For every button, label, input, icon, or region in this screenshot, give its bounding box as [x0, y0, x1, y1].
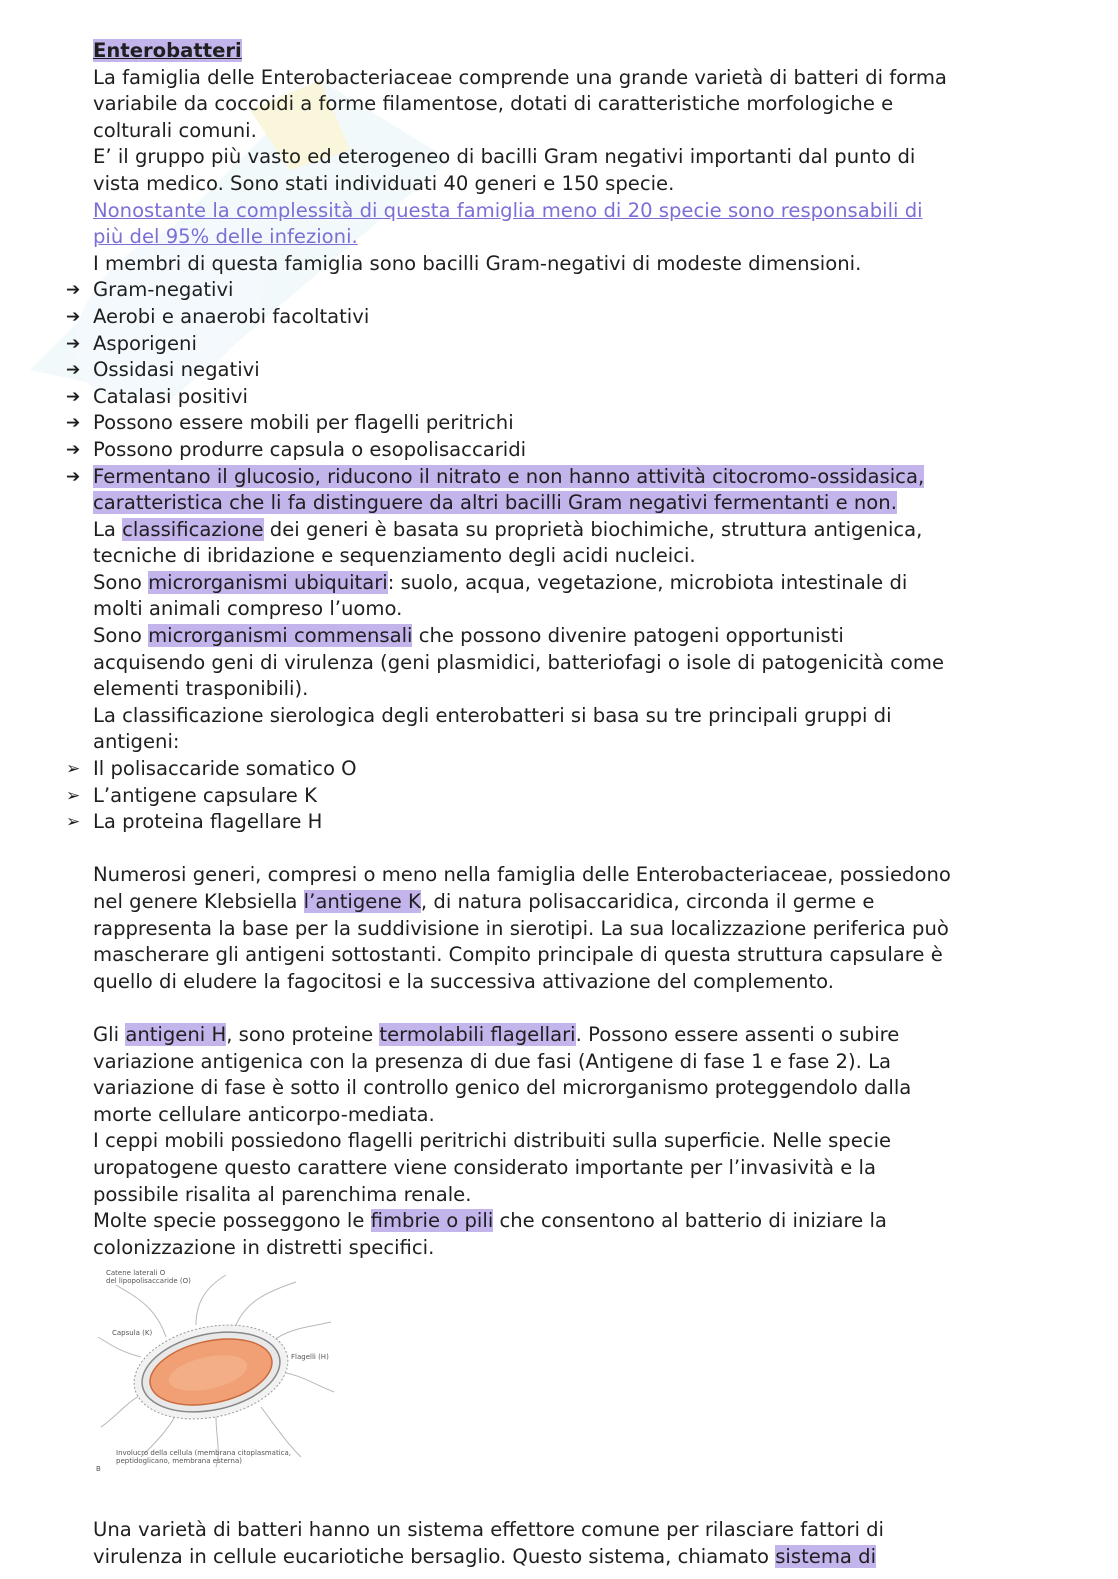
- arrow-bullet-icon: ➔: [66, 280, 81, 301]
- paragraph-line: La classificazione dei generi è basata su proprietà biochimiche, struttura antigenica,: [93, 517, 923, 541]
- list-item: ➢ La proteina flagellare H: [0, 809, 1118, 836]
- list-item: ➔ Possono produrre capsula o esopolisaccaridi: [0, 437, 1118, 464]
- highlight-link-line[interactable]: più del 95% delle infezioni.: [93, 225, 358, 249]
- paragraph-line: possibile risalita al parenchima renale.: [93, 1182, 472, 1206]
- bacterium-figure: [96, 1267, 336, 1477]
- paragraph-line: quello di eludere la fagocitosi e la successiva attivazione del complemento.: [93, 969, 834, 993]
- paragraph-line: Molte specie posseggono le fimbrie o pili che consentono al batterio di iniziare la: [93, 1209, 887, 1233]
- paragraph-line: tecniche di ibridazione e sequenziamento degli acidi nucleici.: [93, 544, 696, 568]
- paragraph-line: acquisendo geni di virulenza (geni plasmidici, batteriofagi o isole di patogenicità come: [93, 650, 945, 674]
- highlighted-text: sistema di: [775, 1544, 877, 1568]
- figure-label-o: Catene laterali O del lipopolisaccaride (O): [106, 1269, 191, 1286]
- paragraph-line: colonizzazione in distretti specifici.: [93, 1235, 435, 1259]
- arrow-bullet-icon: ➔: [66, 306, 81, 327]
- triangle-bullet-icon: ➢: [66, 759, 81, 780]
- paragraph-line: variabile da coccoidi a forme filamentose, dotati di caratteristiche morfologiche e: [93, 92, 894, 116]
- page-title: Enterobatteri: [93, 39, 242, 62]
- paragraph-line: vista medico. Sono stati individuati 40 generi e 150 specie.: [93, 171, 675, 195]
- arrow-bullet-icon: ➔: [66, 333, 81, 354]
- paragraph-line: La famiglia delle Enterobacteriaceae comprende una grande varietà di batteri di forma: [93, 65, 947, 89]
- paragraph-line: morte cellulare anticorpo-mediata.: [93, 1102, 435, 1126]
- figure-label-b: B: [96, 1465, 101, 1474]
- paragraph-line: variazione di fase è sotto il controllo genico del microrganismo proteggendolo dalla: [93, 1076, 912, 1100]
- figure-label-capsula: Capsula (K): [112, 1329, 153, 1338]
- document-page: [0, 38, 1118, 1571]
- paragraph-line: antigeni:: [93, 730, 180, 754]
- highlighted-text: Fermentano il glucosio, riducono il nitrato e non hanno attività citocromo-ossidasica,: [93, 464, 925, 488]
- highlighted-text: l’antigene K: [303, 890, 421, 913]
- list-item: [0, 464, 1118, 491]
- paragraph-line: elementi trasponibili).: [93, 677, 309, 701]
- list-item: ➔ Catalasi positivi: [0, 384, 1118, 411]
- highlighted-text: microrganismi ubiquitari: [148, 570, 388, 594]
- paragraph-line: rappresenta la base per la suddivisione in sierotipi. La sua localizzazione periferica può: [93, 916, 949, 940]
- figure-label-flagelli: Flagelli (H): [291, 1353, 329, 1362]
- highlighted-text: fimbrie o pili: [370, 1209, 494, 1233]
- triangle-bullet-icon: ➢: [66, 785, 81, 806]
- highlighted-text: termolabili flagellari: [379, 1022, 576, 1046]
- list-item: ➔ Possono essere mobili per flagelli peritrichi: [0, 410, 1118, 437]
- paragraph-line: La classificazione sierologica degli enterobatteri si basa su tre principali gruppi di: [93, 703, 892, 727]
- paragraph-line: Gli antigeni H, sono proteine termolabili flagellari. Possono essere assenti o subire: [93, 1022, 900, 1046]
- list-item: ➔ Aerobi e anaerobi facoltativi: [0, 304, 1118, 331]
- paragraph-line: Sono microrganismi ubiquitari: suolo, acqua, vegetazione, microbiota intestinale di: [93, 570, 908, 594]
- paragraph-line: Numerosi generi, compresi o meno nella famiglia delle Enterobacteriaceae, possiedono: [93, 863, 951, 887]
- paragraph-line: nel genere Klebsiella l’antigene K, di natura polisaccaridica, circonda il germe e: [93, 890, 875, 913]
- arrow-bullet-icon: ➔: [66, 360, 81, 381]
- paragraph-line: variazione antigenica con la presenza di due fasi (Antigene di fase 1 e fase 2). La: [93, 1049, 892, 1073]
- highlighted-text: microrganismi commensali: [148, 624, 413, 648]
- list-item: ➔ Asporigeni: [0, 331, 1118, 358]
- highlighted-text: antigeni H: [125, 1022, 227, 1046]
- paragraph-line: virulenza in cellule eucariotiche bersaglio. Questo sistema, chiamato sistema di: [93, 1544, 877, 1568]
- arrow-bullet-icon: ➔: [66, 439, 81, 460]
- list-item: ➔ Gram-negativi: [0, 277, 1118, 304]
- arrow-bullet-icon: ➔: [66, 386, 81, 407]
- paragraph-line: I ceppi mobili possiedono flagelli peritrichi distribuiti sulla superficie. Nelle specie: [93, 1129, 892, 1153]
- bacterium-diagram: [96, 1267, 336, 1477]
- highlighted-text: caratteristica che li fa distinguere da altri bacilli Gram negativi fermentanti e non.: [93, 491, 897, 515]
- paragraph-line: E’ il gruppo più vasto ed eterogeneo di bacilli Gram negativi importanti dal punto di: [93, 145, 916, 169]
- highlight-link-line[interactable]: Nonostante la complessità di questa famiglia meno di 20 specie sono responsabili di: [93, 198, 923, 222]
- paragraph-line: Una varietà di batteri hanno un sistema effettore comune per rilasciare fattori di: [93, 1518, 885, 1542]
- paragraph-line: Sono microrganismi commensali che possono divenire patogeni opportunisti: [93, 624, 844, 648]
- paragraph-line: molti animali compreso l’uomo.: [93, 597, 403, 621]
- arrow-bullet-icon: ➔: [66, 466, 81, 487]
- paragraph-line: colturali comuni.: [93, 118, 257, 142]
- paragraph-line: mascherare gli antigeni sottostanti. Compito principale di questa struttura capsulare è: [93, 943, 943, 967]
- triangle-bullet-icon: ➢: [66, 812, 81, 833]
- highlighted-text: classificazione: [122, 517, 264, 541]
- list-item: ➔ Ossidasi negativi: [0, 357, 1118, 384]
- paragraph-line: uropatogene questo carattere viene considerato importante per l’invasività e la: [93, 1155, 876, 1179]
- paragraph-line: I membri di questa famiglia sono bacilli Gram-negativi di modeste dimensioni.: [93, 251, 862, 275]
- arrow-bullet-icon: ➔: [66, 413, 81, 434]
- list-item: ➢ Il polisaccaride somatico O: [0, 756, 1118, 783]
- list-item: ➢ L’antigene capsulare K: [0, 783, 1118, 810]
- figure-label-involucro: Involucro della cellula (membrana citoplasmatica, peptidoglicano, membrana esterna): [116, 1449, 292, 1466]
